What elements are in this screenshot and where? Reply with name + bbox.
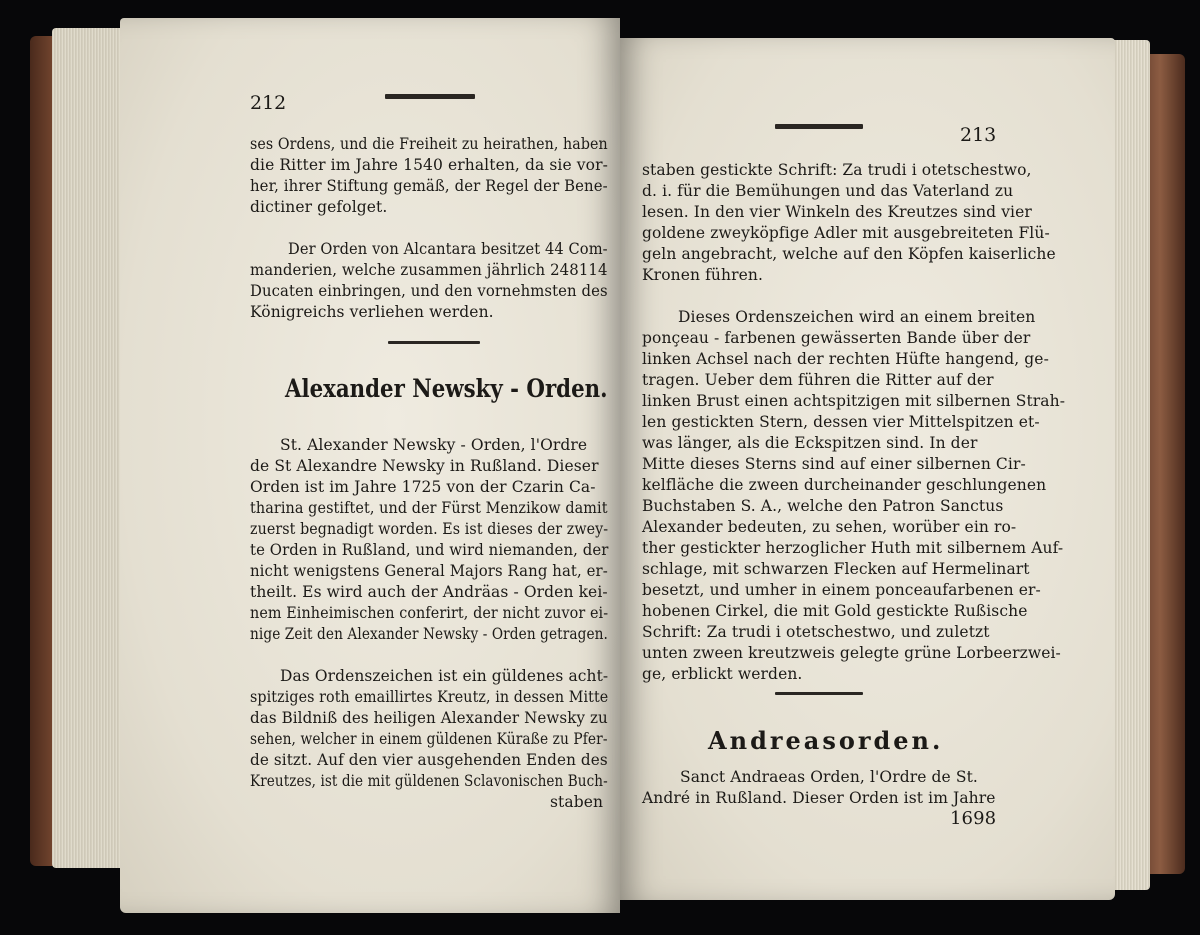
text-line: linken Brust einen achtspitzigen mit silbernen Strah- (642, 392, 1066, 410)
text-line: goldene zweyköpfige Adler mit ausgebreiteten Flü- (642, 224, 1050, 242)
text-line: besetzt, und umher in einem ponceaufarbenen er- (642, 581, 1041, 599)
section-heading-andreas: Andreasorden. (708, 726, 944, 755)
text-line: Ducaten einbringen, und den vornehmsten des (250, 282, 608, 300)
text-line: André in Rußland. Dieser Orden ist im Jahre (642, 789, 996, 807)
text-line: linken Achsel nach der rechten Hüfte hangend, ge- (642, 350, 1049, 368)
text-line: St. Alexander Newsky - Orden, l'Ordre (280, 436, 588, 454)
text-line: was länger, als die Eckspitzen sind. In der (642, 434, 978, 452)
text-line: nige Zeit den Alexander Newsky - Orden getragen. (250, 625, 608, 643)
text-line: Der Orden von Alcantara besitzet 44 Com- (288, 240, 608, 258)
text-line: Königreichs verliehen werden. (250, 303, 494, 321)
text-line: Buchstaben S. A., welche den Patron Sanctus (642, 497, 1004, 515)
text-line: tragen. Ueber dem führen die Ritter auf der (642, 371, 994, 389)
text-line: staben gestickte Schrift: Za trudi i otetschestwo, (642, 161, 1032, 179)
text-line: dictiner gefolget. (250, 198, 388, 216)
text-line: das Bildniß des heiligen Alexander Newsky zu (250, 709, 608, 727)
text-line: lesen. In den vier Winkeln des Kreutzes sind vier (642, 203, 1032, 221)
text-line: Dieses Ordenszeichen wird an einem breiten (678, 308, 1036, 326)
text-line: spitziges roth emaillirtes Kreutz, in dessen Mitte (250, 688, 609, 706)
text-line: die Ritter im Jahre 1540 erhalten, da sie vor- (250, 156, 608, 174)
text-line: de St Alexandre Newsky in Rußland. Dieser (250, 457, 599, 475)
text-line: manderien, welche zusammen jährlich 248114 (250, 261, 608, 279)
text-line: zuerst begnadigt worden. Es ist dieses der zwey- (250, 520, 609, 538)
text-line: d. i. für die Bemühungen und das Vaterland zu (642, 182, 1014, 200)
right-page (620, 38, 1115, 900)
text-line: Das Ordenszeichen ist ein güldenes acht- (280, 667, 609, 685)
header-rule-right (775, 124, 863, 129)
text-line: de sitzt. Auf den vier ausgehenden Enden des (250, 751, 608, 769)
text-line: ther gestickter herzoglicher Huth mit silbernem Auf- (642, 539, 1064, 557)
text-line: sehen, welcher in einem güldenen Küraße zu Pfer- (250, 730, 608, 748)
page-number-left: 212 (250, 92, 287, 114)
text-line: Sanct Andraeas Orden, l'Ordre de St. (680, 768, 978, 786)
catchword-right: 1698 (950, 808, 997, 829)
text-line: theilt. Es wird auch der Andräas - Orden kei- (250, 583, 608, 601)
section-heading-newsky: Alexander Newsky - Orden. (285, 374, 608, 403)
text-line: schlage, mit schwarzen Flecken auf Hermelinart (642, 560, 1030, 578)
text-line: nicht wenigstens General Majors Rang hat, er- (250, 562, 608, 580)
text-line: nem Einheimischen conferirt, der nicht zuvor ei- (250, 604, 609, 622)
text-line: te Orden in Rußland, und wird niemanden, der (250, 541, 609, 559)
text-line: ses Ordens, und die Freiheit zu heirathen, haben (250, 135, 608, 153)
section-rule-right (775, 692, 863, 695)
text-line: her, ihrer Stiftung gemäß, der Regel der Bene- (250, 177, 608, 195)
section-rule-left (388, 341, 480, 344)
text-line: kelfläche die zween durcheinander geschlungenen (642, 476, 1047, 494)
text-line: unten zween kreutzweis gelegte grüne Lorbeerzwei- (642, 644, 1061, 662)
text-line: len gestickten Stern, dessen vier Mittelspitzen et- (642, 413, 1040, 431)
text-line: hobenen Cirkel, die mit Gold gestickte Rußische (642, 602, 1028, 620)
header-rule-left (385, 94, 475, 99)
text-line: ge, erblickt werden. (642, 665, 803, 683)
text-line: Kreutzes, ist die mit güldenen Sclavonischen Buch- (250, 772, 608, 790)
text-line: tharina gestiftet, und der Fürst Menzikow damit (250, 499, 608, 517)
text-line: Schrift: Za trudi i otetschestwo, und zuletzt (642, 623, 990, 641)
left-page (120, 18, 620, 913)
text-line: geln angebracht, welche auf den Köpfen kaiserliche (642, 245, 1056, 263)
text-line: Orden ist im Jahre 1725 von der Czarin Ca- (250, 478, 596, 496)
text-line: ponçeau - farbenen gewässerten Bande über der (642, 329, 1031, 347)
text-line: Alexander bedeuten, zu sehen, worüber ein ro- (642, 518, 1017, 536)
text-line: Mitte dieses Sterns sind auf einer silbernen Cir- (642, 455, 1026, 473)
page-number-right: 213 (960, 124, 997, 146)
catchword-left: staben (550, 793, 604, 811)
text-line: Kronen führen. (642, 266, 763, 284)
